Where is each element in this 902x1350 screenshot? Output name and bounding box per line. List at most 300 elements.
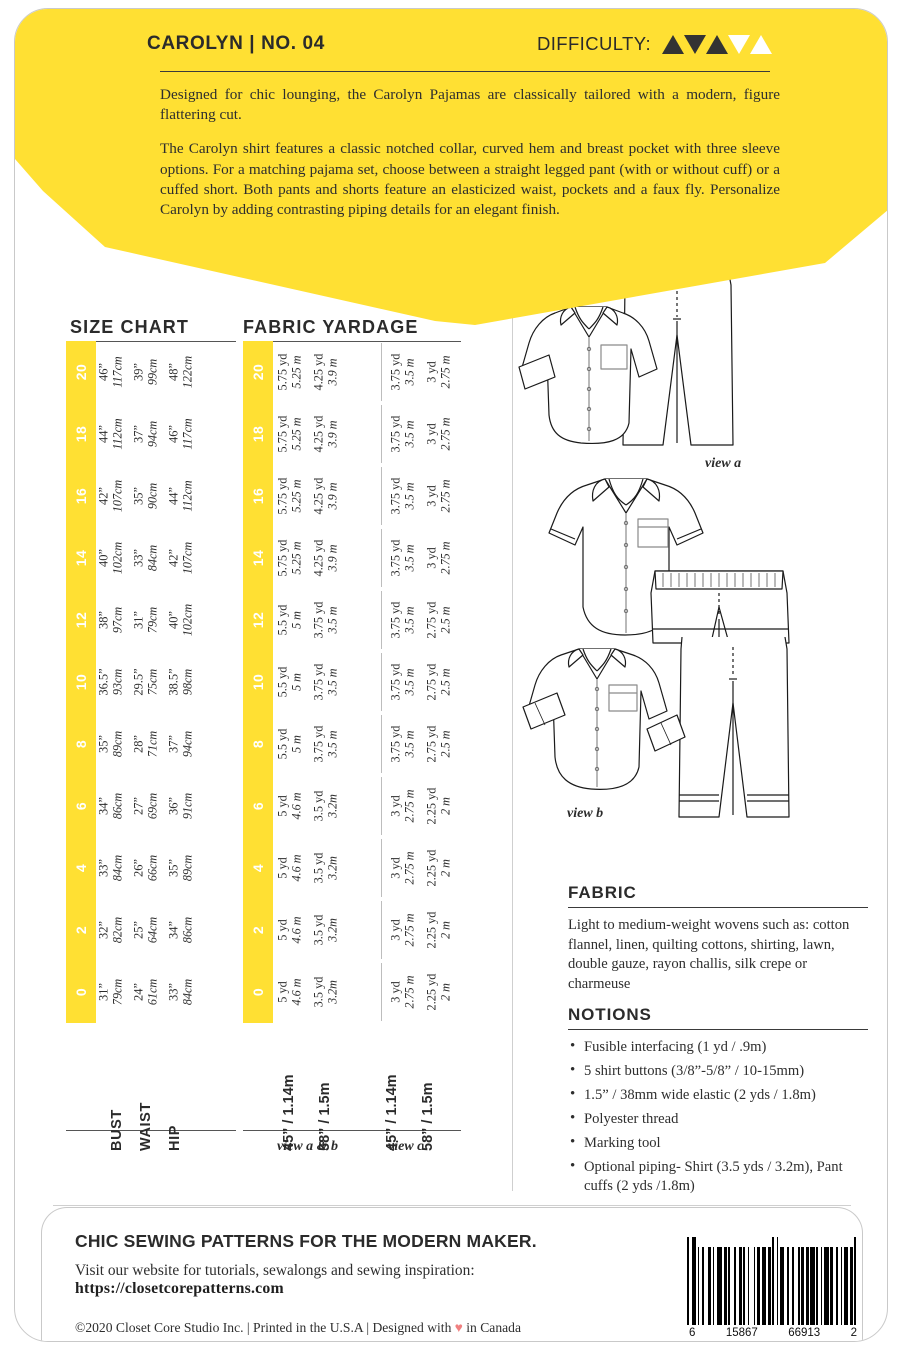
page-title: CAROLYN | NO. 04	[147, 33, 325, 54]
axis-label-waist: WAIST	[138, 1102, 154, 1151]
view-c-58in	[424, 653, 453, 711]
view-ab-45in-meters: 4.6 m	[289, 854, 304, 882]
hip-cm: 91cm	[180, 792, 195, 820]
view-a-caption-text: view a	[705, 456, 742, 471]
size-label: 14	[73, 549, 89, 567]
view-c-45in	[388, 777, 417, 835]
view-c-58in-yards: 2.25 yd	[424, 911, 439, 949]
measurement-group	[96, 465, 236, 527]
yardage-row	[243, 837, 461, 899]
waist-measurement-cell	[131, 716, 160, 772]
hip-measurement-cell	[166, 344, 195, 400]
view-ab-58in	[311, 529, 340, 587]
description-paragraph-1: Designed for chic lounging, the Carolyn Pajamas are classically tailored with a modern, figure flattering cut.	[160, 86, 780, 124]
view-ab-58in-yards: 3.75 yd	[311, 725, 326, 763]
view-ab-45in-yards: 5.75 yd	[275, 539, 290, 577]
bust-cm: 93cm	[110, 668, 125, 696]
view-ab-45in	[275, 901, 304, 959]
size-label-cell	[66, 341, 96, 403]
size-label-cell	[66, 651, 96, 713]
yardage-size-label-cell	[243, 651, 273, 713]
view-c-58in	[424, 777, 453, 835]
view-c-58in-yards: 3 yd	[424, 361, 439, 383]
size-label: 12	[73, 611, 89, 629]
hip-cm: 102cm	[180, 603, 195, 637]
waist-inches: 29.5”	[131, 668, 146, 696]
view-ab-45in-meters: 5 m	[289, 735, 304, 753]
waist-cm: 90cm	[145, 482, 160, 510]
view-c-45in	[388, 901, 417, 959]
yardage-view-c-group	[382, 465, 461, 527]
barcode-bars	[687, 1237, 859, 1325]
bust-measurement-cell	[96, 344, 125, 400]
bust-measurement-cell	[96, 530, 125, 586]
view-c-45in-meters: 2.75 m	[402, 789, 417, 823]
view-ab-58in-meters: 3.9 m	[325, 544, 340, 572]
view-c-58in-meters: 2 m	[438, 859, 453, 877]
view-c-58in	[424, 591, 453, 649]
measurement-group	[96, 713, 236, 775]
view-ab-45in-yards: 5.75 yd	[275, 477, 290, 515]
waist-inches: 27”	[131, 797, 146, 815]
copyright-text-pre: ©2020 Closet Core Studio Inc. | Printed in the U.S.A | Designed with	[75, 1320, 455, 1335]
yardage-size-label: 10	[250, 673, 266, 691]
yardage-view-ab-group	[273, 775, 381, 837]
view-ab-45in-yards: 5 yd	[275, 795, 290, 817]
measurement-group	[96, 527, 236, 589]
size-label: 6	[73, 801, 89, 811]
view-ab-58in-yards: 4.25 yd	[311, 477, 326, 515]
waist-inches: 37”	[131, 425, 146, 443]
view-ab-45in-meters: 5.25 m	[289, 541, 304, 575]
size-label-cell	[66, 837, 96, 899]
yardage-size-label: 20	[250, 363, 266, 381]
yardage-size-label-cell	[243, 775, 273, 837]
view-b-caption-text: view b	[567, 806, 604, 821]
view-ab-58in-meters: 3.5 m	[325, 606, 340, 634]
yardage-size-label-cell	[243, 465, 273, 527]
yardage-size-label: 6	[250, 801, 266, 811]
copyright-text-post: in Canada	[462, 1320, 521, 1335]
notions-list	[568, 1038, 868, 1196]
view-c-58in	[424, 467, 453, 525]
fabric-heading: FABRIC	[568, 883, 637, 902]
waist-cm: 94cm	[145, 420, 160, 448]
yardage-view-c-group	[382, 341, 461, 403]
yardage-view-ab-group	[273, 651, 381, 713]
description-paragraph-2: The Carolyn shirt features a classic notched collar, curved hem and breast pocket with three sleeve options. For a matching pajama set, choose between a straight legged pant (with or without cuff) or a cuffed short. Both pants and shorts feature an elasticized waist, pockets and a faux fly. Personalize Carolyn by adding contrasting piping details for an elegant finish.	[160, 140, 780, 219]
size-chart-title: SIZE CHART	[70, 317, 189, 337]
view-c-45in-yards: 3 yd	[388, 795, 403, 817]
hip-measurement-cell	[166, 592, 195, 648]
view-c-58in	[424, 529, 453, 587]
bust-inches: 42”	[96, 487, 111, 505]
yardage-size-label: 18	[250, 425, 266, 443]
hip-inches: 42”	[166, 549, 181, 567]
header-divider	[160, 71, 770, 72]
waist-cm: 69cm	[145, 792, 160, 820]
view-ab-58in	[311, 653, 340, 711]
yardage-view-ab-group	[273, 527, 381, 589]
view-ab-45in-yards: 5.5 yd	[275, 666, 290, 698]
view-ab-45in	[275, 839, 304, 897]
barcode-digits	[687, 1327, 859, 1339]
yardage-caption-view-c: view c	[388, 1139, 424, 1154]
view-ab-58in	[311, 405, 340, 463]
difficulty-label: DIFFICULTY:	[536, 33, 651, 54]
yardage-view-ab-group	[273, 899, 381, 961]
view-ab-58in-meters: 3.9 m	[325, 420, 340, 448]
waist-measurement-cell	[131, 468, 160, 524]
view-ab-58in-yards: 3.5 yd	[311, 790, 326, 822]
view-ab-58in	[311, 343, 340, 401]
view-ab-45in-yards: 5 yd	[275, 981, 290, 1003]
bust-cm: 107cm	[110, 479, 125, 513]
waist-cm: 99cm	[145, 358, 160, 386]
bust-cm: 89cm	[110, 730, 125, 758]
view-c-45in-yards: 3 yd	[388, 857, 403, 879]
view-c-45in	[388, 839, 417, 897]
banner-header-row	[147, 33, 772, 55]
yardage-view-ab-group	[273, 713, 381, 775]
view-c-45in-yards: 3.75 yd	[388, 725, 403, 763]
waist-cm: 79cm	[145, 606, 160, 634]
view-ab-45in	[275, 529, 304, 587]
bust-measurement-cell	[96, 716, 125, 772]
yardage-size-label-cell	[243, 837, 273, 899]
yardage-view-c-group	[382, 651, 461, 713]
bust-inches: 46”	[96, 363, 111, 381]
size-label-cell	[66, 775, 96, 837]
hip-cm: 112cm	[180, 480, 195, 512]
view-ab-58in-yards: 4.25 yd	[311, 539, 326, 577]
view-c-58in-yards: 3 yd	[424, 547, 439, 569]
view-ab-58in-yards: 3.75 yd	[311, 601, 326, 639]
notion-item: • Optional piping- Shirt (3.5 yds / 3.2m), Pant cuffs (2 yds /1.8m)	[568, 1158, 868, 1196]
view-c-58in-yards: 3 yd	[424, 485, 439, 507]
notion-item: • 5 shirt buttons (3/8”-5/8” / 10-15mm)	[568, 1062, 868, 1081]
garment-illustrations	[515, 245, 888, 885]
yardage-row	[243, 713, 461, 775]
view-ab-45in	[275, 591, 304, 649]
measurement-group	[96, 899, 236, 961]
waist-inches: 28”	[131, 735, 146, 753]
yardage-view-c-group	[382, 837, 461, 899]
footer-separator	[53, 1205, 851, 1206]
size-chart-row	[66, 713, 236, 775]
size-label: 10	[73, 673, 89, 691]
view-ab-45in-meters: 4.6 m	[289, 916, 304, 944]
yardage-view-ab-group	[273, 403, 381, 465]
yardage-row	[243, 341, 461, 403]
view-c-58in-meters: 2.75 m	[438, 541, 453, 575]
bust-measurement-cell	[96, 406, 125, 462]
yardage-view-ab-group	[273, 961, 381, 1023]
measurement-group	[96, 775, 236, 837]
view-ab-45in	[275, 715, 304, 773]
size-chart-row	[66, 465, 236, 527]
barcode-digit: 66913	[788, 1327, 821, 1339]
view-ab-58in	[311, 715, 340, 773]
hip-cm: 84cm	[180, 978, 195, 1006]
view-c-58in	[424, 963, 453, 1021]
size-chart-row	[66, 837, 236, 899]
bust-cm: 84cm	[110, 854, 125, 882]
view-ab-45in	[275, 963, 304, 1021]
view-c-45in-yards: 3.75 yd	[388, 663, 403, 701]
view-ab-58in-meters: 3.2m	[325, 794, 340, 818]
bust-measurement-cell	[96, 468, 125, 524]
yardage-size-label: 16	[250, 487, 266, 505]
fabric-yardage-title: FABRIC YARDAGE	[243, 317, 419, 337]
yardage-size-label-cell	[243, 403, 273, 465]
view-c-58in-yards: 2.25 yd	[424, 849, 439, 887]
hip-inches: 40”	[166, 611, 181, 629]
panel-divider	[512, 311, 513, 1191]
size-label: 18	[73, 425, 89, 443]
view-c-45in-meters: 3.5 m	[402, 668, 417, 696]
view-ab-58in-yards: 3.75 yd	[311, 663, 326, 701]
yardage-view-c-group	[382, 961, 461, 1023]
measurement-group	[96, 403, 236, 465]
waist-cm: 71cm	[145, 730, 160, 758]
brand-tagline: CHIC SEWING PATTERNS FOR THE MODERN MAKER.	[75, 1231, 537, 1251]
view-ab-45in-meters: 5.25 m	[289, 355, 304, 389]
yardage-view-c-group	[382, 527, 461, 589]
view-c-58in-meters: 2 m	[438, 797, 453, 815]
hip-cm: 117cm	[180, 418, 195, 450]
view-c-45in-meters: 3.5 m	[402, 730, 417, 758]
size-chart-row	[66, 899, 236, 961]
view-ab-45in-yards: 5 yd	[275, 857, 290, 879]
hip-inches: 36”	[166, 797, 181, 815]
website-url[interactable]: https://closetcorepatterns.com	[75, 1280, 284, 1297]
barcode-bar	[856, 1237, 859, 1325]
view-ab-58in-yards: 3.5 yd	[311, 914, 326, 946]
triangle-up-dark-icon-1	[662, 35, 684, 54]
view-ab-58in-yards: 3.5 yd	[311, 852, 326, 884]
pattern-description	[160, 85, 780, 220]
yardage-size-label: 8	[250, 739, 266, 749]
bust-measurement-cell	[96, 902, 125, 958]
view-c-45in-yards: 3.75 yd	[388, 477, 403, 515]
yardage-row	[243, 465, 461, 527]
waist-cm: 64cm	[145, 916, 160, 944]
measurement-group	[96, 651, 236, 713]
yardage-row	[243, 651, 461, 713]
view-ab-58in	[311, 901, 340, 959]
view-c-58in-yards: 3 yd	[424, 423, 439, 445]
view-ab-45in	[275, 405, 304, 463]
size-chart-row	[66, 403, 236, 465]
barcode-digit: 6	[689, 1327, 696, 1339]
bust-measurement-cell	[96, 840, 125, 896]
view-c-58in-yards: 2.25 yd	[424, 973, 439, 1011]
yardage-size-label: 12	[250, 611, 266, 629]
bust-measurement-cell	[96, 964, 125, 1020]
yardage-view-c-group	[382, 899, 461, 961]
bust-cm: 82cm	[110, 916, 125, 944]
view-c-45in-yards: 3 yd	[388, 919, 403, 941]
waist-inches: 25”	[131, 921, 146, 939]
waist-measurement-cell	[131, 406, 160, 462]
hip-inches: 35”	[166, 859, 181, 877]
view-c-45in-meters: 3.5 m	[402, 606, 417, 634]
view-ab-58in-meters: 3.5 m	[325, 668, 340, 696]
hip-measurement-cell	[166, 654, 195, 710]
yardage-row	[243, 775, 461, 837]
hip-measurement-cell	[166, 468, 195, 524]
yardage-row	[243, 961, 461, 1023]
notions-heading: NOTIONS	[568, 1005, 652, 1024]
waist-inches: 31”	[131, 611, 146, 629]
view-c-45in-meters: 3.5 m	[402, 482, 417, 510]
waist-cm: 84cm	[145, 544, 160, 572]
view-ab-45in-yards: 5 yd	[275, 919, 290, 941]
size-label-cell	[66, 713, 96, 775]
size-chart-row	[66, 589, 236, 651]
hip-cm: 98cm	[180, 668, 195, 696]
view-c-45in-yards: 3 yd	[388, 981, 403, 1003]
view-ab-45in	[275, 467, 304, 525]
waist-measurement-cell	[131, 902, 160, 958]
bust-measurement-cell	[96, 592, 125, 648]
view-ab-58in-yards: 4.25 yd	[311, 353, 326, 391]
yardage-view-ab-group	[273, 465, 381, 527]
measurement-group	[96, 837, 236, 899]
view-ab-45in-yards: 5.5 yd	[275, 728, 290, 760]
view-ab-45in-meters: 4.6 m	[289, 978, 304, 1006]
view-ab-58in-meters: 3.9 m	[325, 358, 340, 386]
waist-inches: 33”	[131, 549, 146, 567]
view-c-58in-meters: 2 m	[438, 983, 453, 1001]
hip-measurement-cell	[166, 778, 195, 834]
hip-inches: 46”	[166, 425, 181, 443]
waist-cm: 61cm	[145, 978, 160, 1006]
hip-inches: 33”	[166, 983, 181, 1001]
view-ab-58in	[311, 839, 340, 897]
hip-measurement-cell	[166, 530, 195, 586]
size-label: 20	[73, 363, 89, 381]
yardage-size-label: 0	[250, 987, 266, 997]
waist-measurement-cell	[131, 654, 160, 710]
view-ab-58in-yards: 3.5 yd	[311, 976, 326, 1008]
view-ab-45in	[275, 343, 304, 401]
yardage-view-ab-group	[273, 341, 381, 403]
yardage-size-label-cell	[243, 713, 273, 775]
view-c-45in	[388, 591, 417, 649]
waist-cm: 66cm	[145, 854, 160, 882]
yardage-size-label: 4	[250, 863, 266, 873]
size-label-cell	[66, 465, 96, 527]
yardage-view-c-group	[382, 775, 461, 837]
hip-cm: 86cm	[180, 916, 195, 944]
bust-inches: 44”	[96, 425, 111, 443]
bust-inches: 33”	[96, 859, 111, 877]
waist-measurement-cell	[131, 344, 160, 400]
size-label-cell	[66, 403, 96, 465]
hip-inches: 38.5”	[166, 668, 181, 696]
view-ab-45in-yards: 5.5 yd	[275, 604, 290, 636]
view-c-58in-meters: 2.5 m	[438, 730, 453, 758]
triangle-down-light-icon-4	[728, 35, 750, 54]
view-c-58in-meters: 2.75 m	[438, 417, 453, 451]
yardage-size-label-cell	[243, 527, 273, 589]
view-ab-45in-yards: 5.75 yd	[275, 415, 290, 453]
yardage-row	[243, 403, 461, 465]
difficulty-triangle-group	[662, 35, 772, 54]
axis-label-hip: HIP	[167, 1125, 183, 1151]
bust-cm: 97cm	[110, 606, 125, 634]
waist-measurement-cell	[131, 530, 160, 586]
bust-cm: 112cm	[110, 418, 125, 450]
yardage-row	[243, 589, 461, 651]
bust-cm: 117cm	[110, 356, 125, 388]
view-c-58in-meters: 2.5 m	[438, 668, 453, 696]
size-label: 2	[73, 925, 89, 935]
view-ab-45in-yards: 5.75 yd	[275, 353, 290, 391]
view-c-45in	[388, 405, 417, 463]
view-c-45in-yards: 3.75 yd	[388, 353, 403, 391]
yardage-size-label-cell	[243, 589, 273, 651]
triangle-up-light-icon-5	[750, 35, 772, 54]
yardage-size-label: 14	[250, 549, 266, 567]
notion-item: • Fusible interfacing (1 yd / .9m)	[568, 1038, 868, 1057]
view-c-45in-meters: 3.5 m	[402, 358, 417, 386]
bust-measurement-cell	[96, 654, 125, 710]
notion-item: • Marking tool	[568, 1134, 868, 1153]
fabric-description: Light to medium-weight wovens such as: cotton flannel, linen, quilting cottons, shirting, lawn, double gauze, rayon challis, silk crepe or charmeuse	[568, 917, 850, 992]
yardage-view-ab-group	[273, 589, 381, 651]
view-c-58in-meters: 2.75 m	[438, 355, 453, 389]
pattern-envelope-back	[14, 8, 888, 1342]
view-ab-45in-meters: 4.6 m	[289, 792, 304, 820]
bust-inches: 34”	[96, 797, 111, 815]
measurement-group	[96, 589, 236, 651]
hip-inches: 34”	[166, 921, 181, 939]
view-ab-58in	[311, 591, 340, 649]
waist-inches: 26”	[131, 859, 146, 877]
view-c-58in-meters: 2 m	[438, 921, 453, 939]
view-c-58in	[424, 405, 453, 463]
yardage-view-c-group	[382, 403, 461, 465]
view-c-45in	[388, 529, 417, 587]
fabric-width-label-view-c-45: 45” / 1.14m	[384, 1074, 400, 1151]
view-ab-58in-yards: 4.25 yd	[311, 415, 326, 453]
view-c-58in	[424, 901, 453, 959]
barcode-digit: 2	[850, 1327, 857, 1339]
waist-inches: 39”	[131, 363, 146, 381]
hip-inches: 37”	[166, 735, 181, 753]
size-chart-row	[66, 341, 236, 403]
size-chart-row	[66, 775, 236, 837]
hip-measurement-cell	[166, 964, 195, 1020]
hip-cm: 89cm	[180, 854, 195, 882]
view-ab-45in-meters: 5.25 m	[289, 417, 304, 451]
bust-inches: 38”	[96, 611, 111, 629]
triangle-down-dark-icon-2	[684, 35, 706, 54]
fabric-width-label-view-ab-45: 45” / 1.14m	[281, 1074, 297, 1151]
bust-cm: 79cm	[110, 978, 125, 1006]
view-c-45in	[388, 653, 417, 711]
waist-measurement-cell	[131, 840, 160, 896]
size-label: 16	[73, 487, 89, 505]
bust-cm: 86cm	[110, 792, 125, 820]
yardage-size-label-cell	[243, 341, 273, 403]
view-ab-45in-meters: 5.25 m	[289, 479, 304, 513]
view-c-45in-yards: 3.75 yd	[388, 601, 403, 639]
view-ab-45in-meters: 5 m	[289, 673, 304, 691]
